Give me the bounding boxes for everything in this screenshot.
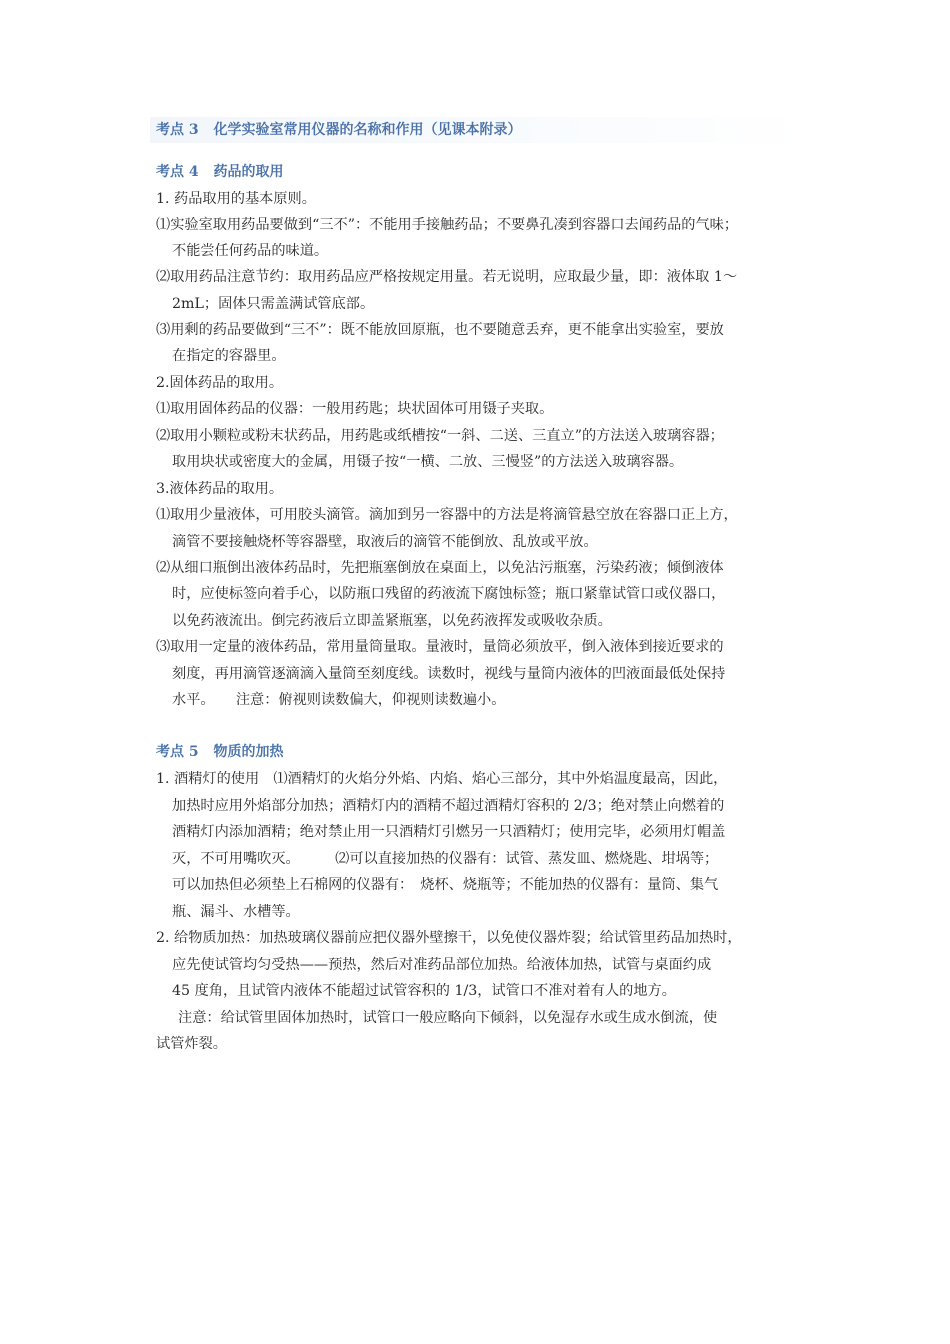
section-5-line: 2. 给物质加热：加热玻璃仪器前应把仪器外壁擦干，以免使仪器炸裂；给试管里药品加热时， [156, 930, 742, 946]
section-5-line: 1. 酒精灯的使用 ⑴酒精灯的火焰分外焰、内焰、焰心三部分，其中外焰温度最高，因此， [156, 771, 728, 787]
section-5-note: 注意：给试管里固体加热时，试管口一般应略向下倾斜，以免湿存水或生成水倒流，使 [178, 1010, 718, 1026]
section-4-line: 刻度，再用滴管逐滴滴入量筒至刻度线。读数时，视线与量筒内液体的凹液面最低处保持 [172, 666, 726, 682]
section-4-line: ⑵取用药品注意节约：取用药品应严格按规定用量。若无说明，应取最少量，即：液体取 1～ [156, 269, 738, 285]
section-3-label: 考点 3 [156, 122, 199, 138]
section-5-line: 加热时应用外焰部分加热；酒精灯内的酒精不超过酒精灯容积的 2/3；绝对禁止向燃着的 [172, 798, 725, 814]
section-4-line: 2mL；固体只需盖满试管底部。 [172, 296, 375, 312]
section-4-line: 以免药液流出。倒完药液后立即盖紧瓶塞，以免药液挥发或吸收杂质。 [172, 613, 612, 629]
section-4-line: 1. 药品取用的基本原则。 [156, 191, 316, 207]
section-4-line: ⑵从细口瓶倒出液体药品时，先把瓶塞倒放在桌面上，以免沾污瓶塞，污染药液；倾倒液体 [156, 560, 724, 576]
section-4-line: ⑶用剩的药品要做到“三不”：既不能放回原瓶，也不要随意丢弃，更不能拿出实验室，要放 [156, 322, 724, 338]
section-4-line: ⑴取用少量液体，可用胶头滴管。滴加到另一容器中的方法是将滴管悬空放在容器口正上方， [156, 507, 738, 523]
section-4-line: 时，应使标签向着手心，以防瓶口残留的药液流下腐蚀标签；瓶口紧靠试管口或仪器口， [172, 586, 726, 602]
section-4-line: 取用块状或密度大的金属，用镊子按“一横、二放、三慢竖”的方法送入玻璃容器。 [172, 454, 684, 470]
section-4-line: 不能尝任何药品的味道。 [172, 243, 329, 259]
section-4-line: 滴管不要接触烧杯等容器壁，取液后的滴管不能倒放、乱放或平放。 [172, 534, 598, 550]
section-4-title: 药品的取用 [213, 164, 284, 180]
section-5-line: 应先使试管均匀受热——预热，然后对准药品部位加热。给液体加热，试管与桌面约成 [172, 957, 712, 973]
section-3-title: 化学实验室常用仪器的名称和作用（见课本附录） [213, 122, 522, 138]
section-5-line: 可以加热但必须垫上石棉网的仪器有： 烧杯、烧瓶等；不能加热的仪器有：量筒、集气 [172, 877, 719, 893]
section-5-heading [156, 740, 284, 764]
section-4-line: 2.固体药品的取用。 [156, 375, 284, 391]
section-4-line: 3.液体药品的取用。 [156, 481, 284, 497]
section-5-title: 物质的加热 [213, 744, 284, 760]
section-4-line: ⑴实验室取用药品要做到“三不”：不能用手接触药品；不要鼻孔凑到容器口去闻药品的气味； [156, 217, 739, 233]
section-5-line: 酒精灯内添加酒精；绝对禁止用一只酒精灯引燃另一只酒精灯；使用完毕，必须用灯帽盖 [172, 824, 726, 840]
section-4-label: 考点 4 [156, 164, 199, 180]
section-4-line: 在指定的容器里。 [172, 348, 286, 364]
section-5-line: 45 度角，且试管内液体不能超过试管容积的 1/3，试管口不准对着有人的地方。 [172, 983, 676, 999]
section-4-line: 水平。 注意：俯视则读数偏大，仰视则读数遍小。 [172, 692, 506, 708]
section-4-line: ⑵取用小颗粒或粉末状药品，用药匙或纸槽按“一斜、二送、三直立”的方法送入玻璃容器； [156, 428, 724, 444]
section-5-line: 试管炸裂。 [156, 1036, 227, 1052]
section-4-line: ⑴取用固体药品的仪器：一般用药匙；块状固体可用镊子夹取。 [156, 401, 554, 417]
section-5-line: 瓶、漏斗、水槽等。 [172, 904, 300, 920]
section-3-heading [156, 118, 522, 142]
section-5-line: 灭，不可用嘴吹灭。 ⑵可以直接加热的仪器有：试管、蒸发皿、燃烧匙、坩埚等； [172, 851, 719, 867]
section-5-label: 考点 5 [156, 744, 199, 760]
section-4-heading [156, 160, 284, 184]
section-4-line: ⑶取用一定量的液体药品，常用量筒量取。量液时，量筒必须放平，倒入液体到接近要求的 [156, 639, 724, 655]
